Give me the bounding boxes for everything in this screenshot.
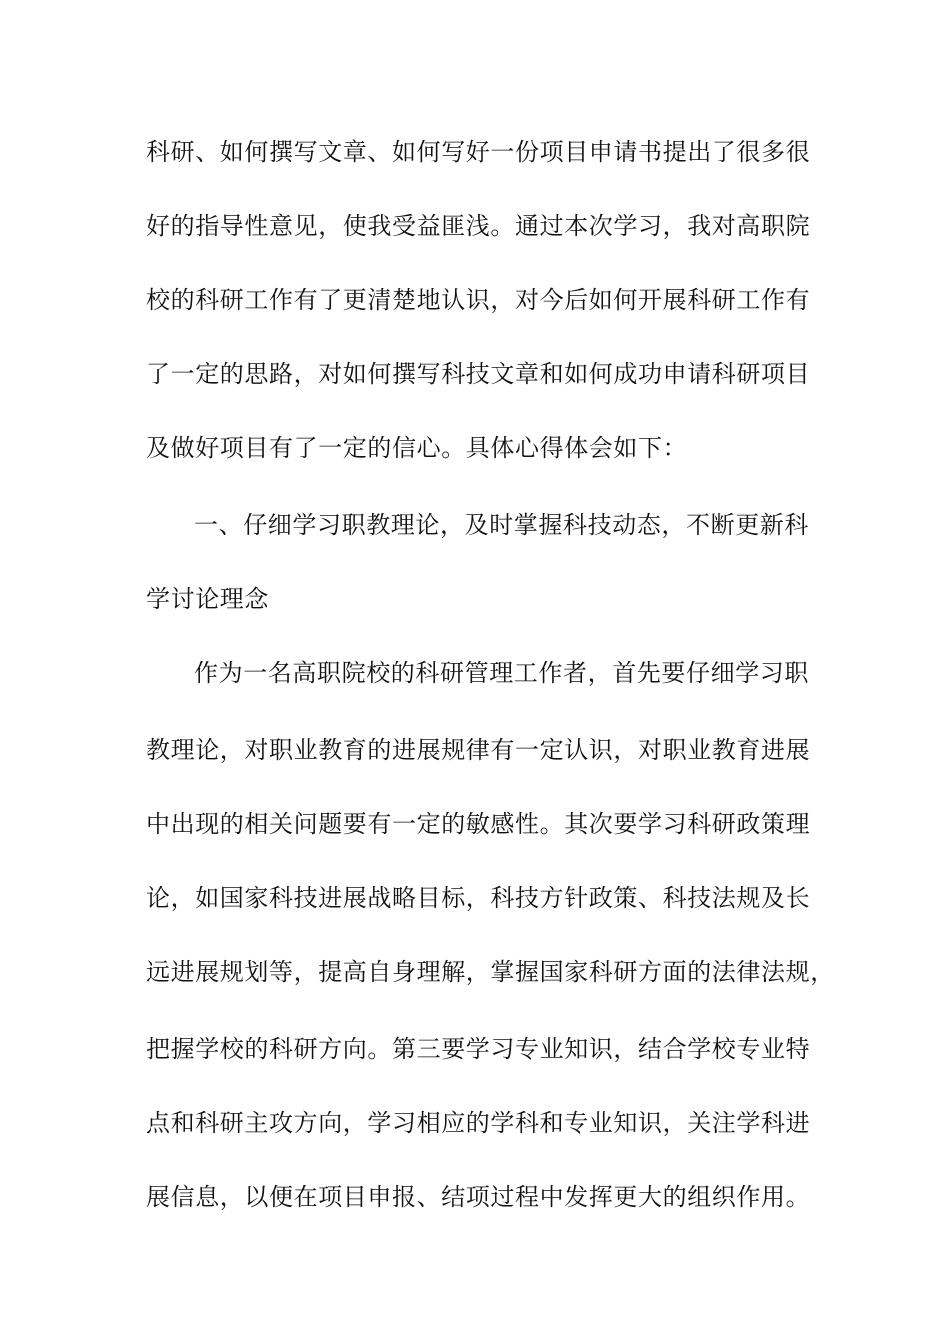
paragraph-line: 教理论，对职业教育的进展规律有一定认识，对职业教育进展	[146, 736, 811, 764]
paragraph-line: 把握学校的科研方向。第三要学习专业知识，结合学校专业特	[146, 1035, 811, 1063]
paragraph-line: 展信息，以便在项目申报、结项过程中发挥更大的组织作用。	[146, 1183, 811, 1211]
paragraph-line: 好的指导性意见，使我受益匪浅。通过本次学习，我对高职院	[146, 212, 811, 240]
paragraph-line: 点和科研主攻方向，学习相应的学科和专业知识，关注学科进	[146, 1109, 811, 1137]
section-heading-line: 一、仔细学习职教理论，及时掌握科技动态，不断更新科	[194, 511, 809, 539]
paragraph-line: 作为一名高职院校的科研管理工作者，首先要仔细学习职	[194, 659, 809, 687]
paragraph-line: 论，如国家科技进展战略目标，科技方针政策、科技法规及长	[146, 884, 811, 912]
paragraph-line: 远进展规划等，提高自身理解，掌握国家科研方面的法律法规，	[146, 958, 835, 986]
paragraph-line: 中出现的相关问题要有一定的敏感性。其次要学习科研政策理	[146, 810, 811, 838]
section-heading-line: 学讨论理念	[146, 585, 269, 613]
paragraph-line: 科研、如何撰写文章、如何写好一份项目申请书提出了很多很	[146, 138, 811, 166]
paragraph-line: 了一定的思路，对如何撰写科技文章和如何成功申请科研项目	[146, 360, 811, 388]
paragraph-line: 校的科研工作有了更清楚地认识，对今后如何开展科研工作有	[146, 286, 811, 314]
paragraph-line: 及做好项目有了一定的信心。具体心得体会如下：	[146, 434, 688, 462]
